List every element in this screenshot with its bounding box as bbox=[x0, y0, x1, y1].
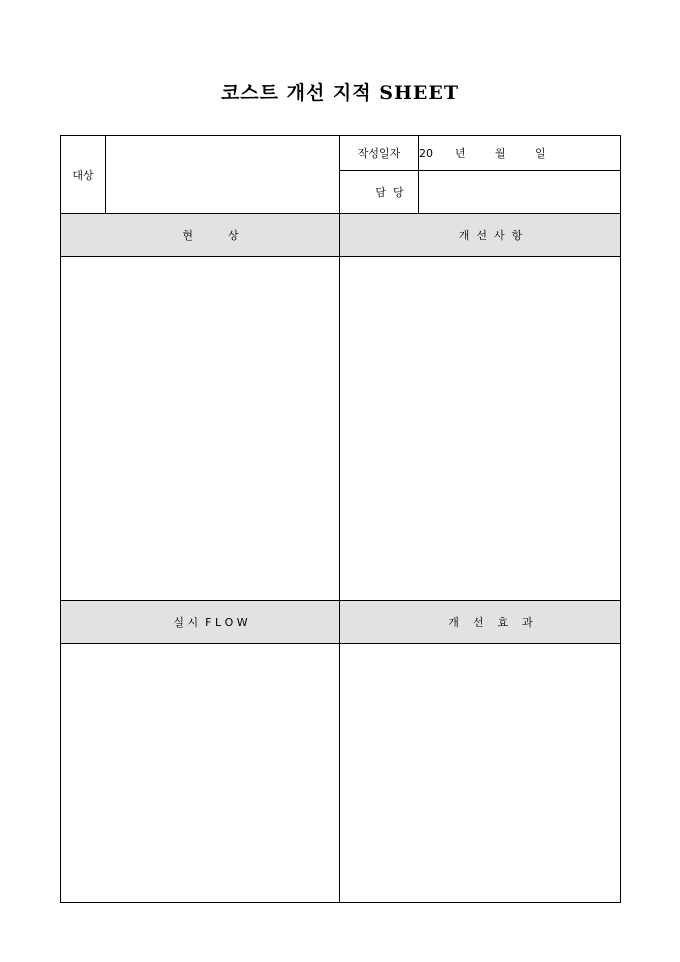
current-state-title: 현 상 bbox=[182, 229, 239, 242]
date-month-unit: 월 bbox=[495, 147, 506, 160]
date-label bbox=[340, 136, 419, 171]
current-state-content[interactable] bbox=[61, 257, 340, 601]
document-title: 코스트 개선 지적 SHEET bbox=[220, 82, 460, 104]
date-field[interactable] bbox=[419, 136, 621, 171]
cost-improvement-sheet bbox=[60, 135, 621, 903]
improvement-items-header bbox=[340, 214, 621, 257]
target-label-text: 대상 bbox=[72, 168, 94, 182]
improvement-effect-header bbox=[340, 601, 621, 644]
manager-input[interactable] bbox=[419, 171, 621, 214]
date-year: 20 bbox=[419, 147, 433, 160]
improvement-items-content[interactable] bbox=[340, 257, 621, 601]
improvement-effect-title: 개 선 효 과 bbox=[448, 616, 533, 629]
target-input[interactable] bbox=[106, 136, 340, 214]
implementation-flow-title: 실 시 F L O W bbox=[173, 616, 248, 629]
improvement-effect-content[interactable] bbox=[340, 644, 621, 903]
implementation-flow-content[interactable] bbox=[61, 644, 340, 903]
date-day-unit: 일 bbox=[535, 147, 546, 160]
manager-label bbox=[340, 171, 419, 214]
date-label-text: 작성일자 bbox=[357, 147, 401, 160]
target-label bbox=[61, 136, 106, 214]
date-year-unit: 년 bbox=[455, 147, 466, 160]
manager-label-text: 담 당 bbox=[375, 186, 404, 199]
implementation-flow-header bbox=[61, 601, 340, 644]
current-state-header bbox=[61, 214, 340, 257]
improvement-items-title: 개 선 사 항 bbox=[458, 229, 523, 242]
